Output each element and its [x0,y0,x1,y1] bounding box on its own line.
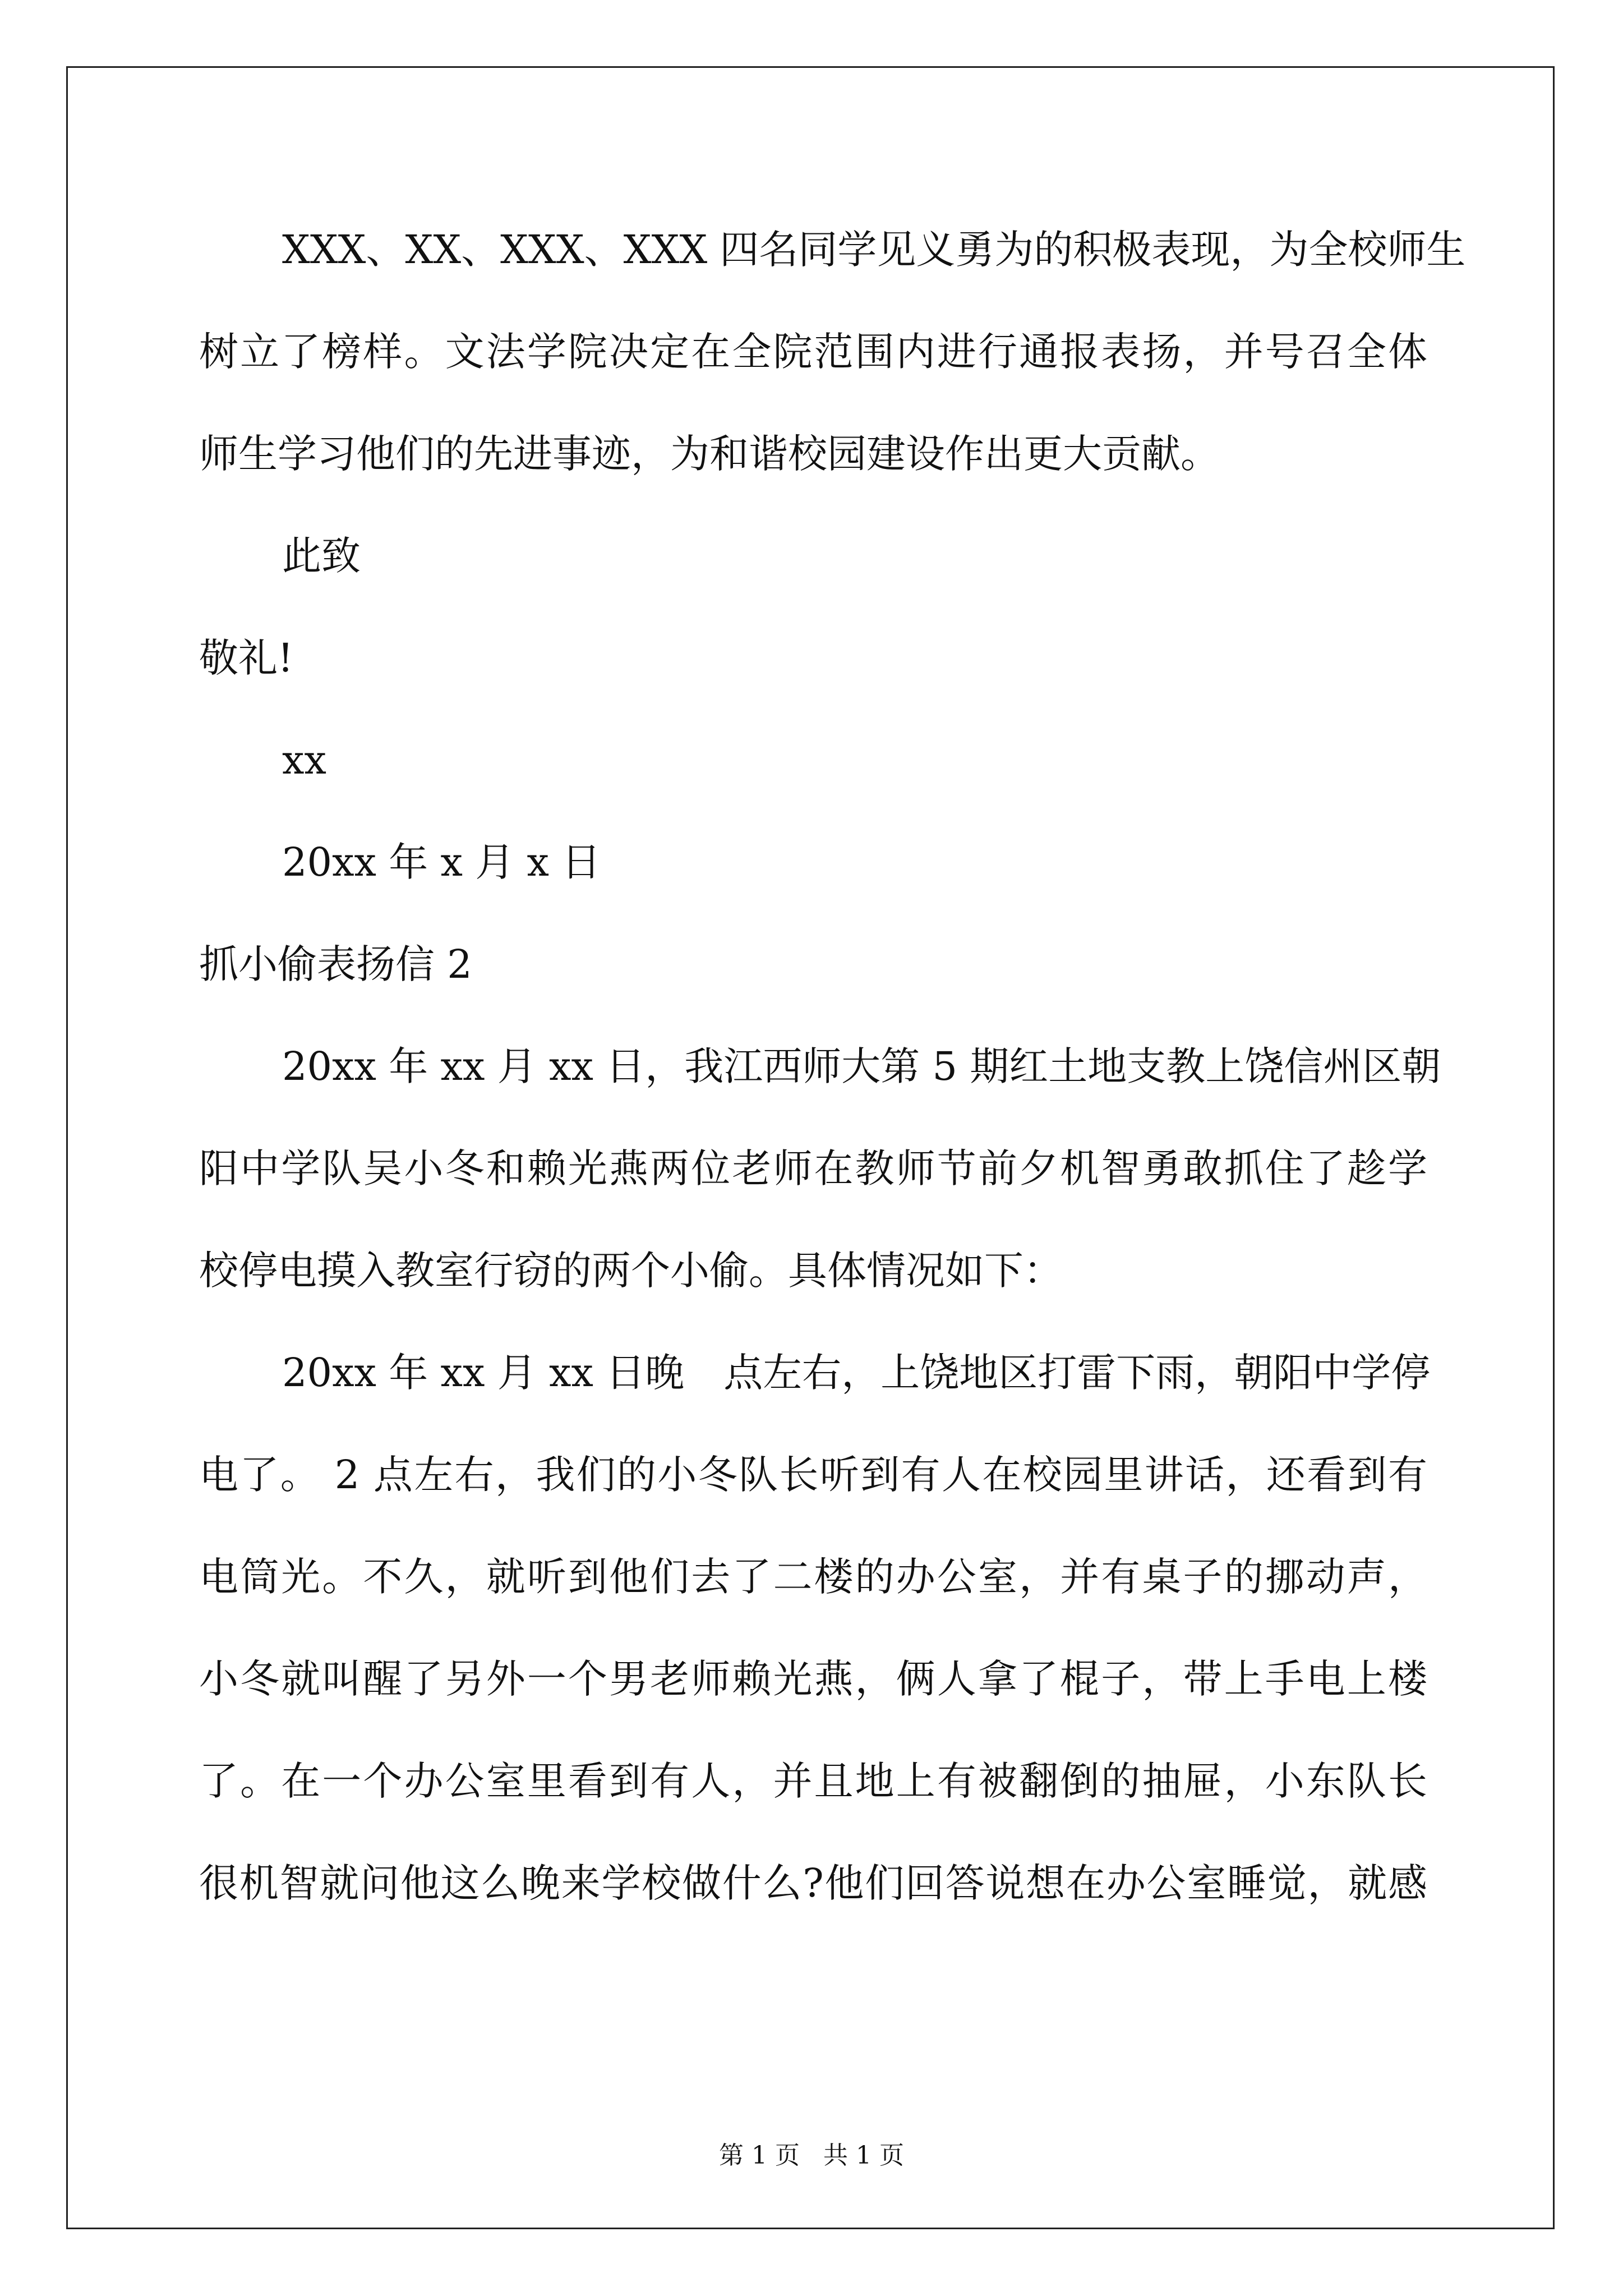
page-footer [0,2140,1623,2171]
paragraph-line: 电筒光。不久，就听到他们去了二楼的办公室，并有桌子的挪动声， [199,1554,1427,1600]
salutation-line: 此致 [282,533,361,579]
paragraph-line: 校停电摸入教室行窃的两个小偷。具体情况如下： [199,1248,1063,1294]
paragraph-line: 电了。 2 点左右，我们的小冬队长听到有人在校园里讲话，还看到有 [199,1452,1427,1498]
page-number-current: 第 1 页 [719,2141,800,2170]
paragraph-line: 树立了榜样。文法学院决定在全院范围内进行通报表扬，并号召全体 [199,329,1427,375]
paragraph-line: 很机智就问他这么晚来学校做什么?他们回答说想在办公室睡觉，就感 [199,1860,1427,1906]
paragraph-line: 了。在一个办公室里看到有人，并且地上有被翻倒的抽屉，小东队长 [199,1758,1427,1804]
paragraph-line: XXX、XX、XXX、XXX 四名同学见义勇为的积极表现，为全校师生 [282,227,1466,273]
section-heading: 抓小偷表扬信 2 [199,941,472,987]
paragraph-line: 师生学习他们的先进事迹，为和谐校园建设作出更大贡献。 [199,431,1220,477]
signature-line: xx [282,737,326,783]
page-number-total: 共 1 页 [823,2141,904,2170]
paragraph-line: 小冬就叫醒了另外一个男老师赖光燕，俩人拿了棍子，带上手电上楼 [199,1656,1427,1702]
date-line: 20xx 年 x 月 x 日 [282,839,601,885]
closing-line: 敬礼! [199,635,294,681]
paragraph-line: 阳中学队吴小冬和赖光燕两位老师在教师节前夕机智勇敢抓住了趁学 [199,1145,1427,1191]
paragraph-line: 20xx 年 xx 月 xx 日，我江西师大第 5 期红土地支教上饶信州区朝 [282,1043,1441,1089]
paragraph-line: 20xx 年 xx 月 xx 日晚 点左右，上饶地区打雷下雨，朝阳中学停 [282,1350,1431,1396]
